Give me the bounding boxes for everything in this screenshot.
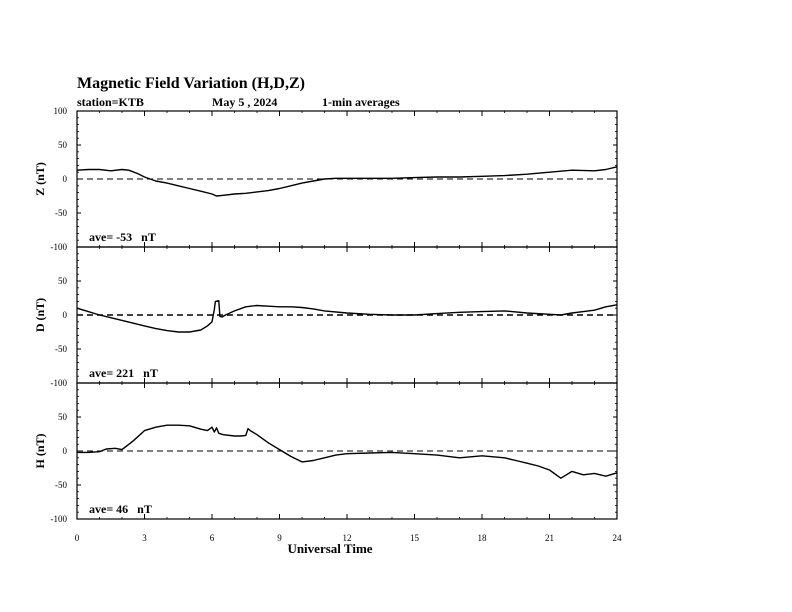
y-tick-label: 0 [62, 446, 67, 456]
y-axis-label: D (nT) [33, 297, 47, 333]
x-tick-label: 12 [342, 533, 352, 543]
data-series-line [77, 301, 617, 332]
x-tick-label: 18 [477, 533, 487, 543]
x-tick-label: 3 [142, 533, 147, 543]
y-tick-label: 0 [62, 310, 67, 320]
y-tick-label: -50 [55, 344, 67, 354]
data-series-line [77, 167, 617, 196]
y-tick-label: -100 [50, 242, 67, 252]
y-axis-label: H (nT) [33, 433, 47, 469]
y-tick-label: 100 [53, 106, 67, 116]
y-tick-label: -50 [55, 208, 67, 218]
x-tick-label: 9 [277, 533, 282, 543]
station-label: station=KTB [77, 95, 144, 109]
averaging-label: 1-min averages [322, 95, 400, 109]
x-tick-label: 0 [74, 533, 80, 543]
y-tick-label: -100 [50, 514, 67, 524]
y-axis-label: Z (nT) [33, 162, 47, 196]
y-tick-label: 0 [62, 174, 67, 184]
x-axis-label: Universal Time [287, 541, 373, 556]
x-tick-label: 6 [209, 533, 215, 543]
data-series-line [77, 425, 617, 478]
x-tick-label: 15 [410, 533, 419, 543]
panel-d [33, 247, 617, 388]
y-tick-label: 50 [58, 412, 67, 422]
y-tick-label: 50 [58, 276, 67, 286]
y-tick-label: -50 [55, 480, 67, 490]
panel-h [33, 383, 622, 556]
chart-title: Magnetic Field Variation (H,D,Z) [77, 75, 305, 92]
average-label: ave= 221 nT [89, 366, 158, 380]
date-label: May 5 , 2024 [212, 95, 278, 109]
y-tick-label: 50 [58, 140, 67, 150]
x-tick-label: 24 [612, 533, 622, 543]
average-label: ave= 46 nT [89, 502, 152, 516]
average-label: ave= -53 nT [89, 230, 156, 244]
panel-z [33, 106, 617, 252]
y-tick-label: -100 [50, 378, 67, 388]
x-tick-label: 21 [545, 533, 554, 543]
